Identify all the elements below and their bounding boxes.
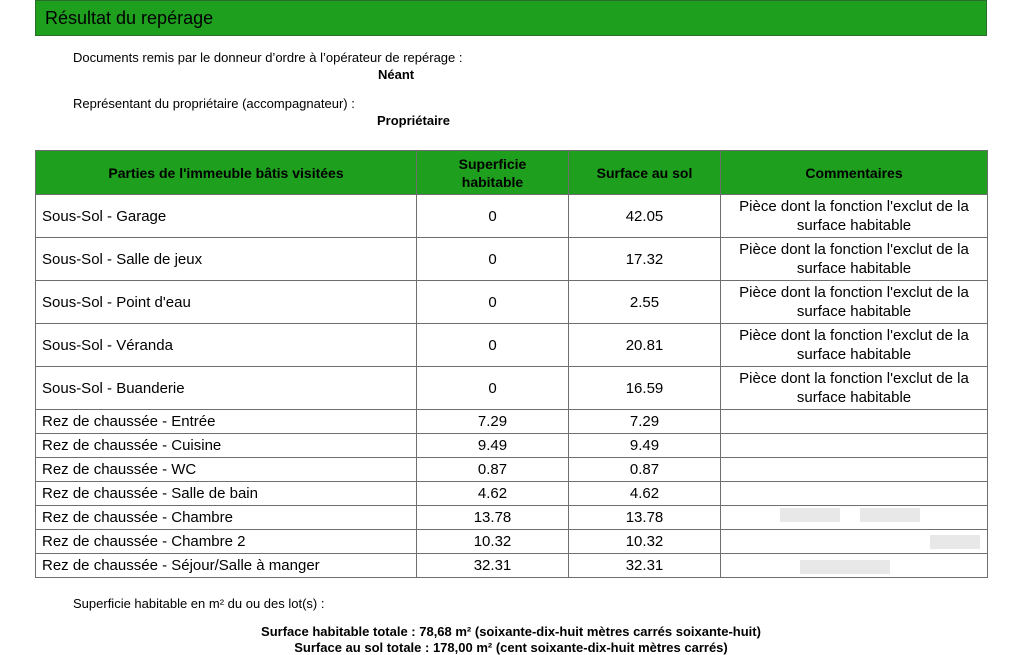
surface-sol: 2.55 [569, 281, 721, 324]
rooms-table [35, 150, 988, 578]
room-name: Sous-Sol - Garage [36, 195, 417, 238]
watermark-block [780, 508, 840, 522]
commentaire [721, 410, 988, 434]
surface-sol: 17.32 [569, 238, 721, 281]
table-row [36, 434, 988, 458]
table-row [36, 324, 988, 367]
table-row [36, 238, 988, 281]
room-name: Rez de chaussée - Chambre [36, 506, 417, 530]
surface-sol: 4.62 [569, 482, 721, 506]
superficie-label: Superficie habitable en m² du ou des lot(s) : [73, 596, 325, 611]
surface-sol: 10.32 [569, 530, 721, 554]
total-sol: Surface au sol totale : 178,00 m² (cent soixante-dix-huit mètres carrés) [294, 640, 728, 655]
room-name: Sous-Sol - Buanderie [36, 367, 417, 410]
room-name: Rez de chaussée - Chambre 2 [36, 530, 417, 554]
surface-sol: 9.49 [569, 434, 721, 458]
superficie-habitable: 13.78 [417, 506, 569, 530]
header-parties: Parties de l'immeuble bâtis visitées [36, 151, 417, 195]
superficie-habitable: 0 [417, 238, 569, 281]
room-name: Sous-Sol - Point d'eau [36, 281, 417, 324]
surface-sol: 13.78 [569, 506, 721, 530]
table-row [36, 195, 988, 238]
representant-label: Représentant du propriétaire (accompagnateur) : [73, 96, 355, 111]
watermark-block [800, 560, 890, 574]
header-surface-sol: Surface au sol [569, 151, 721, 195]
room-name: Rez de chaussée - Séjour/Salle à manger [36, 554, 417, 578]
surface-sol: 16.59 [569, 367, 721, 410]
documents-label: Documents remis par le donneur d’ordre à l’opérateur de repérage : [73, 50, 463, 65]
commentaire: Pièce dont la fonction l'exclut de la surface habitable [721, 324, 988, 367]
commentaire: Pièce dont la fonction l'exclut de la surface habitable [721, 281, 988, 324]
room-name: Rez de chaussée - Entrée [36, 410, 417, 434]
watermark-block [930, 535, 980, 549]
superficie-habitable: 9.49 [417, 434, 569, 458]
superficie-habitable: 0 [417, 367, 569, 410]
room-name: Sous-Sol - Salle de jeux [36, 238, 417, 281]
section-header [35, 0, 987, 36]
commentaire [721, 506, 988, 530]
superficie-habitable: 0.87 [417, 458, 569, 482]
commentaire [721, 458, 988, 482]
surface-sol: 42.05 [569, 195, 721, 238]
surface-sol: 0.87 [569, 458, 721, 482]
surface-sol: 20.81 [569, 324, 721, 367]
commentaire [721, 482, 988, 506]
table-row [36, 410, 988, 434]
section-title: Résultat du repérage [45, 8, 214, 28]
table-row [36, 506, 988, 530]
documents-value: Néant [378, 67, 415, 82]
superficie-habitable: 0 [417, 195, 569, 238]
commentaire: Pièce dont la fonction l'exclut de la surface habitable [721, 238, 988, 281]
surface-sol: 32.31 [569, 554, 721, 578]
superficie-habitable: 10.32 [417, 530, 569, 554]
representant-value: Propriétaire [377, 113, 450, 128]
commentaire: Pièce dont la fonction l'exclut de la surface habitable [721, 195, 988, 238]
header-commentaires: Commentaires [721, 151, 988, 195]
table-row [36, 530, 988, 554]
superficie-habitable: 0 [417, 324, 569, 367]
room-name: Sous-Sol - Véranda [36, 324, 417, 367]
table-row [36, 367, 988, 410]
header-superficie: Superficie habitable [417, 151, 569, 195]
superficie-habitable: 0 [417, 281, 569, 324]
surface-sol: 7.29 [569, 410, 721, 434]
superficie-habitable: 32.31 [417, 554, 569, 578]
commentaire: Pièce dont la fonction l'exclut de la surface habitable [721, 367, 988, 410]
room-name: Rez de chaussée - Salle de bain [36, 482, 417, 506]
commentaire [721, 434, 988, 458]
total-habitable: Surface habitable totale : 78,68 m² (soixante-dix-huit mètres carrés soixante-huit) [261, 624, 761, 639]
superficie-habitable: 4.62 [417, 482, 569, 506]
table-row [36, 482, 988, 506]
superficie-habitable: 7.29 [417, 410, 569, 434]
watermark-block [860, 508, 920, 522]
room-name: Rez de chaussée - WC [36, 458, 417, 482]
table-row [36, 458, 988, 482]
table-row [36, 281, 988, 324]
table-header-row [36, 151, 988, 195]
room-name: Rez de chaussée - Cuisine [36, 434, 417, 458]
